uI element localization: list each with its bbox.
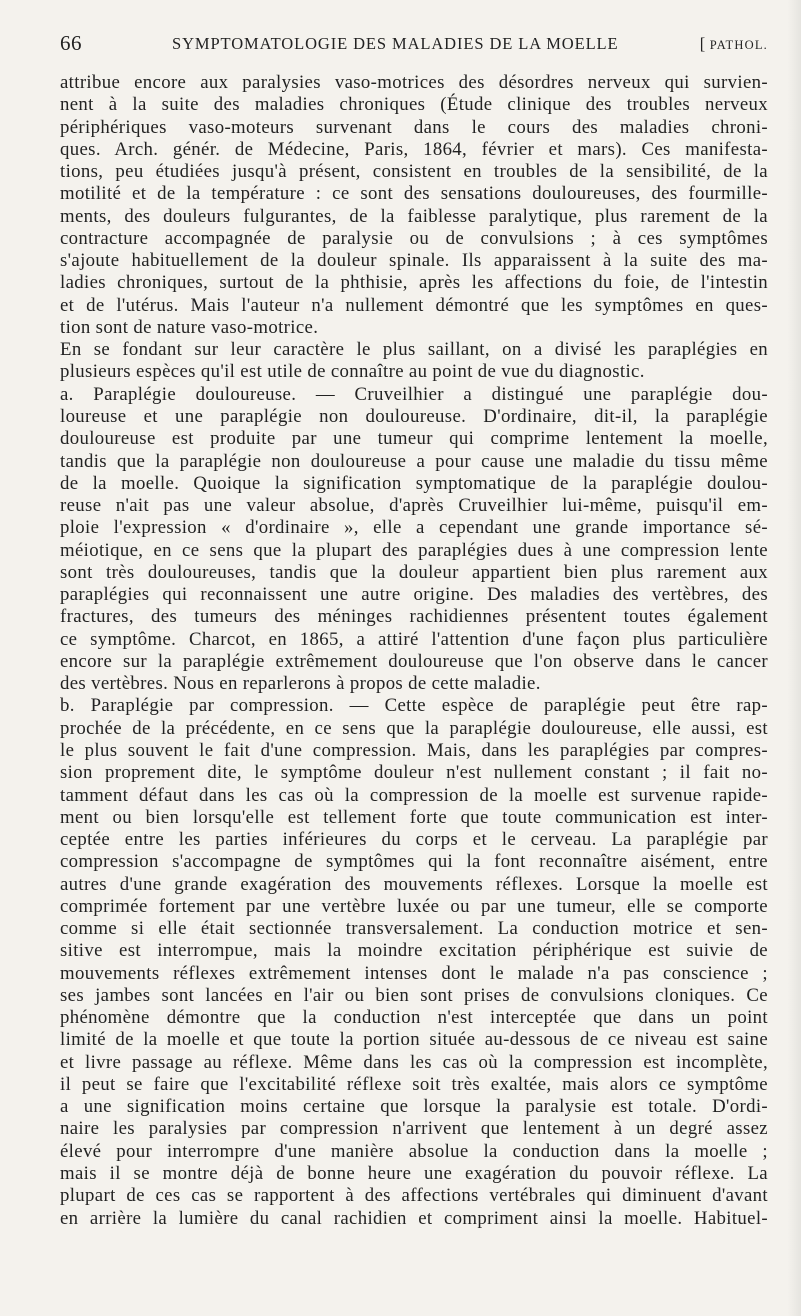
page-number: 66 [60, 31, 82, 55]
text-line: en arrière la lumière du canal rachidien et compriment ainsi la moelle. Habituel- [60, 1207, 768, 1229]
text-line: nent à la suite des maladies chroniques (Étude clinique des troubles nerveux [60, 94, 768, 116]
text-line: comprimée fortement par une vertèbre luxée ou par une tumeur, elle se comporte [60, 895, 768, 917]
text-line: prochée de la précédente, en ce sens que la paraplégie douloureuse, elle aussi, est [60, 717, 768, 739]
text-line: ment ou bien lorsqu'elle est tellement forte que toute communication est inter- [60, 806, 768, 828]
text-line: tion sont de nature vaso-motrice. [60, 316, 319, 338]
text-line: a. Paraplégie douloureuse. — Cruveilhier a distingué une paraplégie dou- [60, 383, 768, 405]
text-line: sitive est interrompue, mais la moindre excitation périphérique est suivie de [60, 940, 768, 962]
text-line: attribue encore aux paralysies vaso-motrices des désordres nerveux qui survien- [60, 72, 768, 93]
text-line: contracture accompagnée de paralysie ou de convulsions ; à ces symptômes [60, 227, 768, 249]
text-line: sion proprement dite, le symptôme douleur n'est nullement constant ; il fait no- [60, 762, 768, 784]
text-line: a une signification moins certaine que lorsque la paralysie est totale. D'ordi- [60, 1096, 768, 1118]
text-line: méiotique, en ce sens que la plupart des paraplégies dues à une compression lente [60, 539, 768, 561]
body-text [60, 72, 768, 1230]
text-line: mais il se montre déjà de bonne heure une exagération du pouvoir réflexe. La [60, 1163, 768, 1185]
text-line: ladies chroniques, surtout de la phthisie, après les affections du foie, de l'intestin [60, 272, 768, 294]
text-line: mouvements réflexes extrêmement intenses dont le malade n'a pas conscience ; [60, 962, 768, 984]
section-tag-text: PATHOL. [709, 38, 768, 52]
text-line: de la moelle. Quoique la signification symptomatique de la paraplégie doulou- [60, 472, 768, 494]
text-line: loureuse et une paraplégie non douloureuse. D'ordinaire, dit-il, la paraplégie [60, 405, 768, 427]
text-line: et livre passage au réflexe. Même dans les cas où la compression est incomplète, [60, 1051, 768, 1073]
text-line: ses jambes sont lancées en l'air ou bien sont prises de convulsions cloniques. Ce [60, 984, 768, 1006]
text-line: paraplégies qui reconnaissent une autre origine. Des maladies des vertèbres, des [60, 584, 768, 606]
text-line: ques. Arch. génér. de Médecine, Paris, 1864, février et mars). Ces manifesta- [60, 138, 768, 160]
text-line: s'ajoute habituellement de la douleur spinale. Ils apparaissent à la suite des ma- [60, 250, 768, 272]
section-tag-bracket: [ [699, 34, 706, 53]
text-line: autres d'une grande exagération des mouvements réflexes. Lorsque la moelle est [60, 873, 768, 895]
running-header [60, 33, 768, 59]
text-line: fractures, des tumeurs des méninges rachidiennes présentent toutes également [60, 606, 768, 628]
text-line: périphériques vaso-moteurs survenant dans le cours des maladies chroni- [60, 116, 768, 138]
text-line: ploie l'expression « d'ordinaire », elle a cependant une grande importance sé- [60, 517, 768, 539]
text-line: plusieurs espèces qu'il est utile de connaître au point de vue du diagnostic. [60, 361, 645, 383]
text-line: phénomène démontre que la conduction n'est interceptée que dans un point [60, 1007, 768, 1029]
text-line: ments, des douleurs fulgurantes, de la faiblesse paralytique, plus rarement de la [60, 205, 768, 227]
text-line: le plus souvent le fait d'une compression. Mais, dans les paraplégies par compres- [60, 739, 768, 761]
text-line: tamment défaut dans les cas où la compression de la moelle est survenue rapide- [60, 784, 768, 806]
text-line: sont très douloureuses, tandis que la douleur appartient bien plus rarement aux [60, 561, 768, 583]
text-line: En se fondant sur leur caractère le plus saillant, on a divisé les paraplégies en [60, 339, 768, 361]
text-line: b. Paraplégie par compression. — Cette espèce de paraplégie peut être rap- [60, 695, 768, 717]
text-line: encore sur la paraplégie extrêmement douloureuse que l'on observe dans le cancer [60, 650, 768, 672]
text-line: limité de la moelle et que toute la portion située au-dessous de ce niveau est saine [60, 1029, 768, 1051]
text-line: douloureuse est produite par une tumeur qui comprime lentement la moelle, [60, 428, 768, 450]
running-title: SYMPTOMATOLOGIE DES MALADIES DE LA MOELLE [172, 34, 619, 53]
text-line: naire les paralysies par compression n'arrivent que lentement à un degré assez [60, 1118, 768, 1140]
text-line: tions, peu étudiées jusqu'à présent, consistent en troubles de la sensibilité, de la [60, 161, 768, 183]
text-line: des vertèbres. Nous en reparlerons à propos de cette maladie. [60, 673, 541, 695]
text-line: ceptée entre les parties inférieures du corps et le cerveau. La paraplégie par [60, 829, 768, 851]
text-line: et de l'utérus. Mais l'auteur n'a nullement démontré que les symptômes en ques- [60, 294, 768, 316]
text-line: tandis que la paraplégie non douloureuse a pour cause une maladie du tissu même [60, 450, 768, 472]
text-line: reuse n'ait pas une valeur absolue, d'après Cruveilhier lui-même, puisqu'il em- [60, 495, 768, 517]
text-line: il peut se faire que l'excitabilité réflexe soit très exaltée, mais alors ce symptôme [60, 1073, 768, 1095]
text-line: compression s'accompagne de symptômes qui la font reconnaître aisément, entre [60, 851, 768, 873]
text-line: plupart de ces cas se rapportent à des affections vertébrales qui diminuent d'avant [60, 1185, 768, 1207]
text-line: motilité et de la température : ce sont des sensations douloureuses, des fourmille- [60, 183, 768, 205]
text-line: élevé pour interrompre d'une manière absolue la conduction dans la moelle ; [60, 1140, 768, 1162]
text-line: ce symptôme. Charcot, en 1865, a attiré l'attention d'une façon plus particulière [60, 628, 768, 650]
page-edge-shadow [787, 0, 801, 1316]
section-tag [700, 34, 768, 54]
text-line: comme si elle était sectionnée transversalement. La conduction motrice et sen- [60, 918, 768, 940]
